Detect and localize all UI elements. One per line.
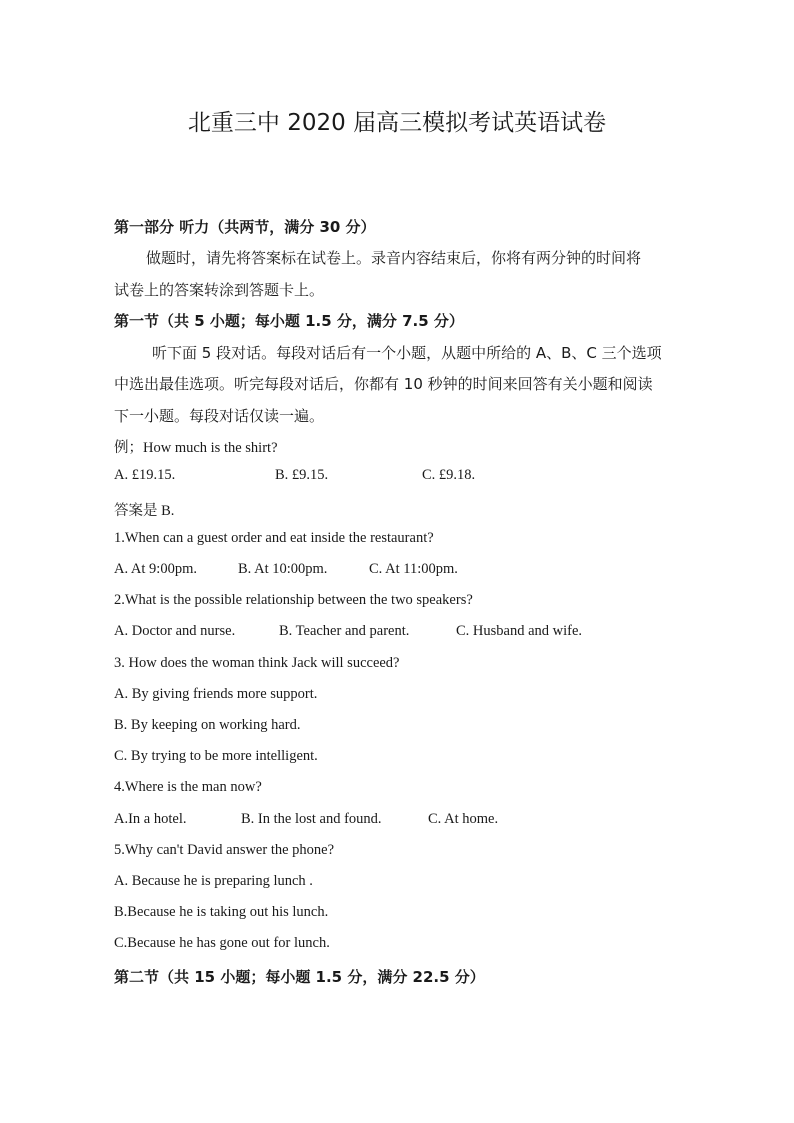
example-option-b: B. £9.15. bbox=[275, 467, 329, 483]
q1-option-c: C. At 11:00pm. bbox=[369, 561, 458, 577]
section1-instr-line1: 听下面 5 段对话。每段对话后有一个小题，从题中所给的 A、B、C 三个选项 bbox=[152, 344, 662, 362]
q1-option-b: B. At 10:00pm. bbox=[238, 561, 328, 577]
section1-instr-line2: 中选出最佳选项。听完每段对话后，你都有 10 秒钟的时间来回答有关小题和阅读 bbox=[114, 375, 653, 393]
q2-option-a: A. Doctor and nurse. bbox=[114, 623, 236, 639]
question-1: 1.When can a guest order and eat inside the restaurant? bbox=[114, 530, 434, 546]
question-2: 2.What is the possible relationship between the two speakers? bbox=[114, 592, 473, 608]
q1-option-a: A. At 9:00pm. bbox=[114, 561, 197, 577]
question-4: 4.Where is the man now? bbox=[114, 779, 262, 795]
q5-option-c: C.Because he has gone out for lunch. bbox=[114, 935, 330, 951]
section1-instr-line3: 下一小题。每段对话仅读一遍。 bbox=[114, 407, 325, 425]
example-answer: 答案是 B. bbox=[114, 503, 175, 519]
q3-option-c: C. By trying to be more intelligent. bbox=[114, 748, 318, 764]
q3-option-a: A. By giving friends more support. bbox=[114, 686, 318, 702]
question-5: 5.Why can't David answer the phone? bbox=[114, 842, 335, 858]
section1-heading: 第一节（共 5 小题；每小题 1.5 分，满分 7.5 分） bbox=[114, 312, 464, 330]
question-3: 3. How does the woman think Jack will succeed? bbox=[114, 655, 400, 671]
q4-option-c: C. At home. bbox=[428, 811, 499, 827]
part1-heading: 第一部分 听力（共两节，满分 30 分） bbox=[114, 218, 376, 236]
q4-option-a: A.In a hotel. bbox=[114, 811, 187, 827]
example-option-a: A. £19.15. bbox=[114, 467, 176, 483]
example-option-c: C. £9.18. bbox=[422, 467, 476, 483]
q4-option-b: B. In the lost and found. bbox=[241, 811, 382, 827]
q5-option-b: B.Because he is taking out his lunch. bbox=[114, 904, 329, 920]
example-question: 例；How much is the shirt? bbox=[114, 440, 278, 456]
part1-intro-line2: 试卷上的答案转涂到答题卡上。 bbox=[114, 281, 325, 299]
q5-option-a: A. Because he is preparing lunch . bbox=[114, 873, 313, 889]
q2-option-c: C. Husband and wife. bbox=[456, 623, 583, 639]
exam-title: 北重三中 2020 届高三模拟考试英语试卷 bbox=[187, 110, 607, 136]
part1-intro-line1: 做题时，请先将答案标在试卷上。录音内容结束后，你将有两分钟的时间将 bbox=[146, 249, 642, 267]
q2-option-b: B. Teacher and parent. bbox=[279, 623, 410, 639]
q3-option-b: B. By keeping on working hard. bbox=[114, 717, 301, 733]
section2-heading: 第二节（共 15 小题；每小题 1.5 分，满分 22.5 分） bbox=[114, 968, 485, 986]
